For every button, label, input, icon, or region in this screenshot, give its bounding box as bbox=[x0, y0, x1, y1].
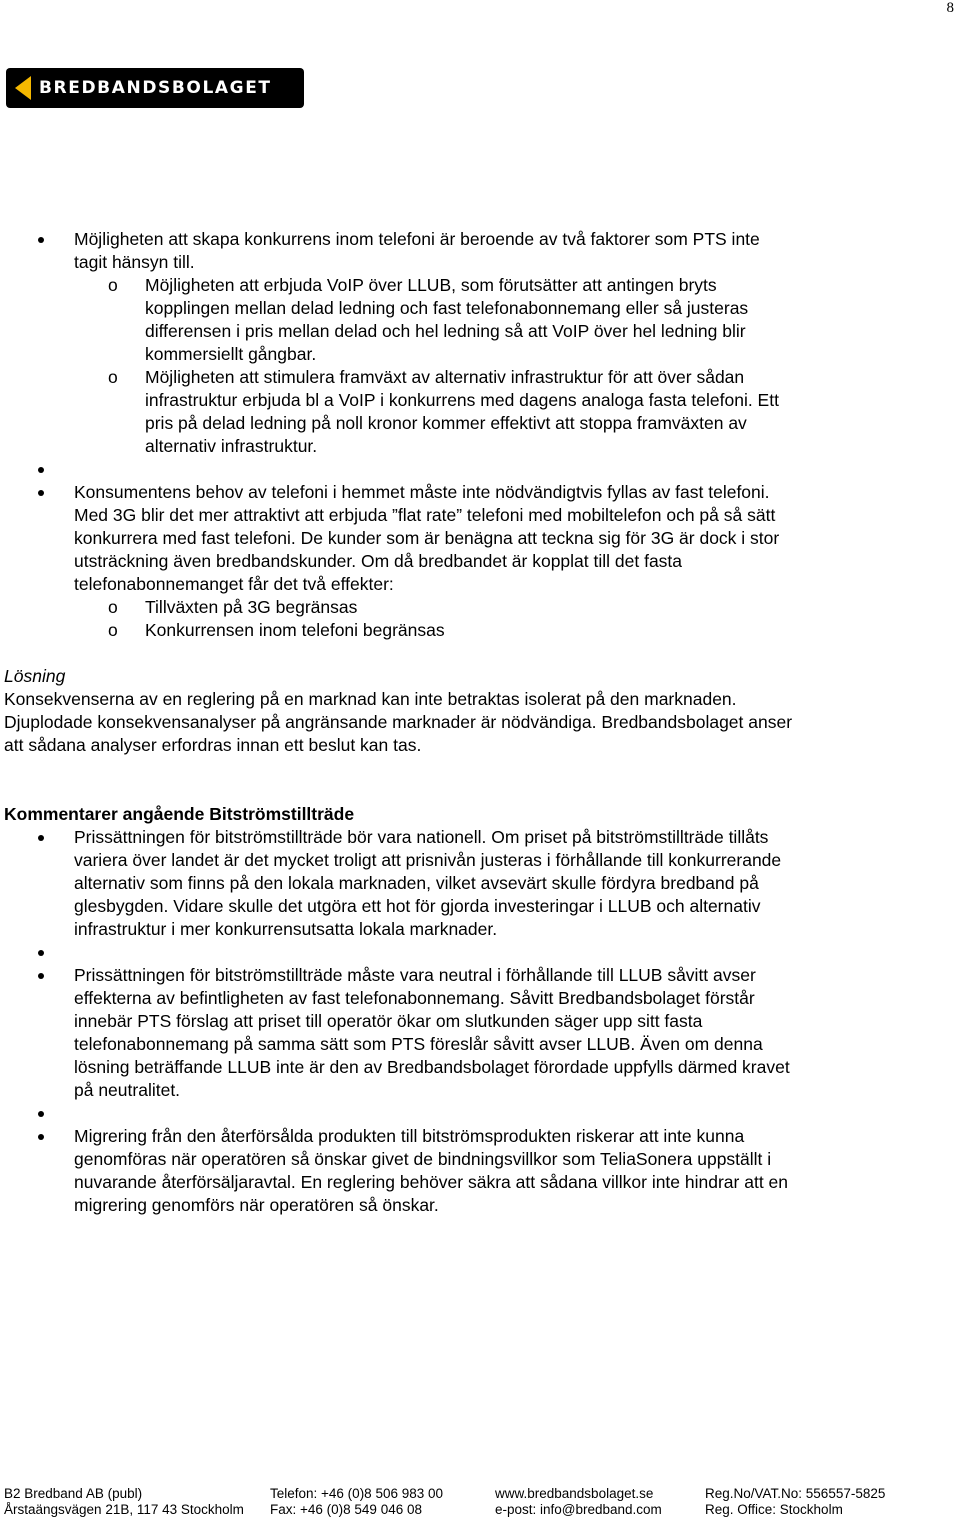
footer-email-link[interactable]: e-post: info@bredband.com bbox=[495, 1502, 662, 1517]
konkurrens-list bbox=[4, 228, 794, 642]
footer-company: B2 Bredband AB (publ) bbox=[4, 1486, 143, 1501]
sub-list-item: o Möjligheten att erbjuda VoIP över LLUB, som förutsätter att antingen bryts kopplingen mellan delad ledning och fast telefonabonnemang eller så justeras differensen i pris mellan delad och hel ledning så att VoIP över hel ledning blir kommersiellt gångbar. bbox=[74, 274, 794, 366]
footer-address: Årstaängsvägen 21B, 117 43 Stockholm bbox=[4, 1502, 244, 1517]
footer-fax: Fax: +46 (0)8 549 046 08 bbox=[270, 1502, 422, 1517]
footer-row bbox=[4, 1502, 954, 1518]
losning-paragraph: Konsekvenserna av en reglering på en marknad kan inte betraktas isolerat på den marknaden. Djuplodade konsekvensanalyser på angränsande marknader är nödvändiga. Bredbandsbolaget anser att sådana analyser erfordras innan ett beslut kan tas. bbox=[4, 689, 793, 755]
footer-row bbox=[4, 1486, 954, 1502]
footer-regno: Reg.No/VAT.No: 556557-5825 bbox=[705, 1486, 886, 1501]
sub-list-item: o Tillväxten på 3G begränsas bbox=[74, 596, 794, 619]
list-item: Migrering från den återförsålda produkten till bitströmsprodukten riskerar att inte kunna genomföras när operatören så önskar givet de bindningsvillkor som TeliaSonera uppställt i nuvarande återförsäljaravtal. En reglering behöver säkra att sådana villkor inte hindrar att en migrering genomförs när operatören så önskar. bbox=[4, 1125, 794, 1217]
list-item-text: Konsumentens behov av telefoni i hemmet måste inte nödvändigtvis fyllas av fast telefoni. Med 3G blir det mer attraktivt att erbjuda ”flat rate” telefoni med mobiltelefon och på så sätt konkurrera med fast telefoni. De kunder som är benägna att teckna sig för 3G är dock i stor utsträckning även bredbandskunder. Om då bredbandet är kopplat till det fasta telefonabonnemanget får det två effekter: bbox=[74, 482, 780, 594]
page-number: 8 bbox=[946, 0, 954, 16]
arrow-left-icon bbox=[15, 76, 31, 100]
footer-website-link[interactable]: www.bredbandsbolaget.se bbox=[495, 1486, 654, 1501]
list-item-text: Möjligheten att skapa konkurrens inom telefoni är beroende av två faktorer som PTS inte tagit hänsyn till. bbox=[74, 229, 760, 272]
list-item bbox=[4, 228, 794, 458]
page-footer bbox=[4, 1486, 954, 1518]
spacer bbox=[4, 642, 794, 665]
spacer bbox=[4, 458, 794, 481]
bredbandsbolaget-logo bbox=[6, 68, 304, 108]
spacer bbox=[4, 780, 794, 803]
bitstrom-heading: Kommentarer angående Bitströmstillträde bbox=[4, 804, 355, 824]
spacer bbox=[4, 757, 794, 780]
list-item: Prissättningen för bitströmstillträde måste vara neutral i förhållande till LLUB såvitt avser effekterna av befintligheten av fast telefonabonnemang. Såvitt Bredbandsbolaget förstår innebär PTS förslag att priset till operatör ökar om slutkunden säger upp sitt fasta telefonabonnemang på samma sätt som PTS föreslår såvitt avser LLUB. Även om denna lösning beträffande LLUB inte är den av Bredbandsbolaget förordade uppfylls därmed kravet på neutralitet. bbox=[4, 964, 794, 1102]
spacer bbox=[4, 941, 794, 964]
sub-list bbox=[74, 274, 794, 458]
logo-text: BREDBANDSBOLAGET bbox=[39, 78, 272, 98]
document-body bbox=[4, 228, 794, 1217]
bitstrom-list bbox=[4, 826, 794, 1217]
list-item: Prissättningen för bitströmstillträde bör vara nationell. Om priset på bitströmstillträde tillåts variera över landet är det mycket troligt att prisnivån justeras i förhållande till konkurrerande alternativ som finns på den lokala marknaden, vilket avsevärt skulle fördyra bredband på glesbygden. Vidare skulle det utgöra ett hot för gjorda investeringar i LLUB och alternativ infrastruktur i mer konkurrensutsatta lokala marknader. bbox=[4, 826, 794, 941]
spacer bbox=[4, 1102, 794, 1125]
sub-list-item: o Möjligheten att stimulera framväxt av alternativ infrastruktur för att över sådan infrastruktur erbjuda bl a VoIP i konkurrens med dagens analoga fasta telefoni. Ett pris på delad ledning på noll kronor kommer effektivt att stoppa framväxten av alternativ infrastruktur. bbox=[74, 366, 794, 458]
footer-office: Reg. Office: Stockholm bbox=[705, 1502, 843, 1517]
footer-phone: Telefon: +46 (0)8 506 983 00 bbox=[270, 1486, 444, 1501]
sub-list-item: o Konkurrensen inom telefoni begränsas bbox=[74, 619, 794, 642]
sub-list bbox=[74, 596, 794, 642]
losning-heading: Lösning bbox=[4, 666, 66, 686]
list-item bbox=[4, 481, 794, 642]
